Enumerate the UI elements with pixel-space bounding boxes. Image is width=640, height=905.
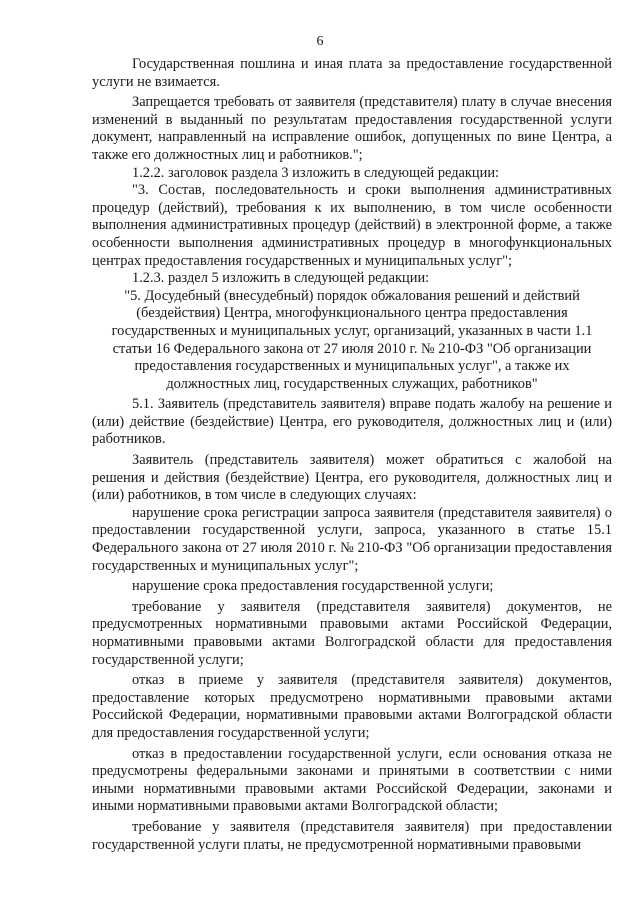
list-item: требование у заявителя (представителя заявителя) при предоставлении государственной услуги платы, не предусмотренной нормативными правовыми xyxy=(92,818,612,853)
paragraph: 1.2.2. заголовок раздела 3 изложить в следующей редакции: xyxy=(132,164,500,181)
paragraph: Заявитель (представитель заявителя) может обратиться с жалобой на решения и действия (бездействие) Центра, его руководителя, должностных лиц и (или) работников, в том числе в следующих случаях: xyxy=(92,452,612,504)
list-item: отказ в предоставлении государственной услуги, если основания отказа не предусмотрены федеральными законами и принятыми в соответствии с ними иными нормативными правовыми актами Российской Федерации, законами и иными нормативными правовыми актами Волгоградской области; xyxy=(92,745,612,815)
paragraph: 1.2.3. раздел 5 изложить в следующей редакции: xyxy=(132,270,430,287)
list-item: нарушение срока предоставления государственной услуги; xyxy=(132,578,494,595)
list-item: требование у заявителя (представителя заявителя) документов, не предусмотренных нормативными правовыми актами Российской Федерации, нормативными правовыми актами Волгоградской области для предоставления государственной услуги; xyxy=(92,598,612,668)
document-body xyxy=(92,56,612,854)
page-number: 6 xyxy=(316,34,324,49)
paragraph: Запрещается требовать от заявителя (представителя) плату в случае внесения изменений в выданный по результатам предоставления государственной услуги документ, направленный на исправление ошибок, допущенных по вине Центра, а также его должностных лиц и работников."; xyxy=(92,94,612,163)
list-item: нарушение срока регистрации запроса заявителя (представителя заявителя) о предоставлении государственной услуги, запроса, указанного в статье 15.1 Федерального закона от 27 июля 2010 г. № 210-ФЗ "Об организации предоставления государственных и муниципальных услуг"; xyxy=(92,504,612,574)
paragraph: "3. Состав, последовательность и сроки выполнения административных процедур (действий), требования к их выполнению, в том числе особенности выполнения административных процедур (действий) в электронной форме, а также особенности выполнения административных процедур в многофункциональных центрах предоставления государственных и муниципальных услуг"; xyxy=(92,182,612,269)
list-item: отказ в приеме у заявителя (представителя заявителя) документов, предоставление которых предусмотрено нормативными правовыми актами Российской Федерации, нормативными правовыми актами Волгоградской области для предоставления государственной услуги; xyxy=(92,672,612,741)
paragraph: 5.1. Заявитель (представитель заявителя) вправе подать жалобу на решение и (или) действие (бездействие) Центра, его руководителя, должностных лиц и (или) работников. xyxy=(92,396,612,448)
paragraph: Государственная пошлина и иная плата за предоставление государственной услуги не взимается. xyxy=(92,56,612,90)
section-heading: "5. Досудебный (внесудебный) порядок обжалования решений и действий (бездействия) Центра, многофункционального центра предоставления государственных и муниципальных услуг, организаций, указанных в части 1.1 статьи 16 Федерального закона от 27 июля 2010 г. № 210-ФЗ "Об организации предоставления государственных и муниципальных услуг", а также их должностных лиц, государственных служащих, работников" xyxy=(111,287,593,392)
